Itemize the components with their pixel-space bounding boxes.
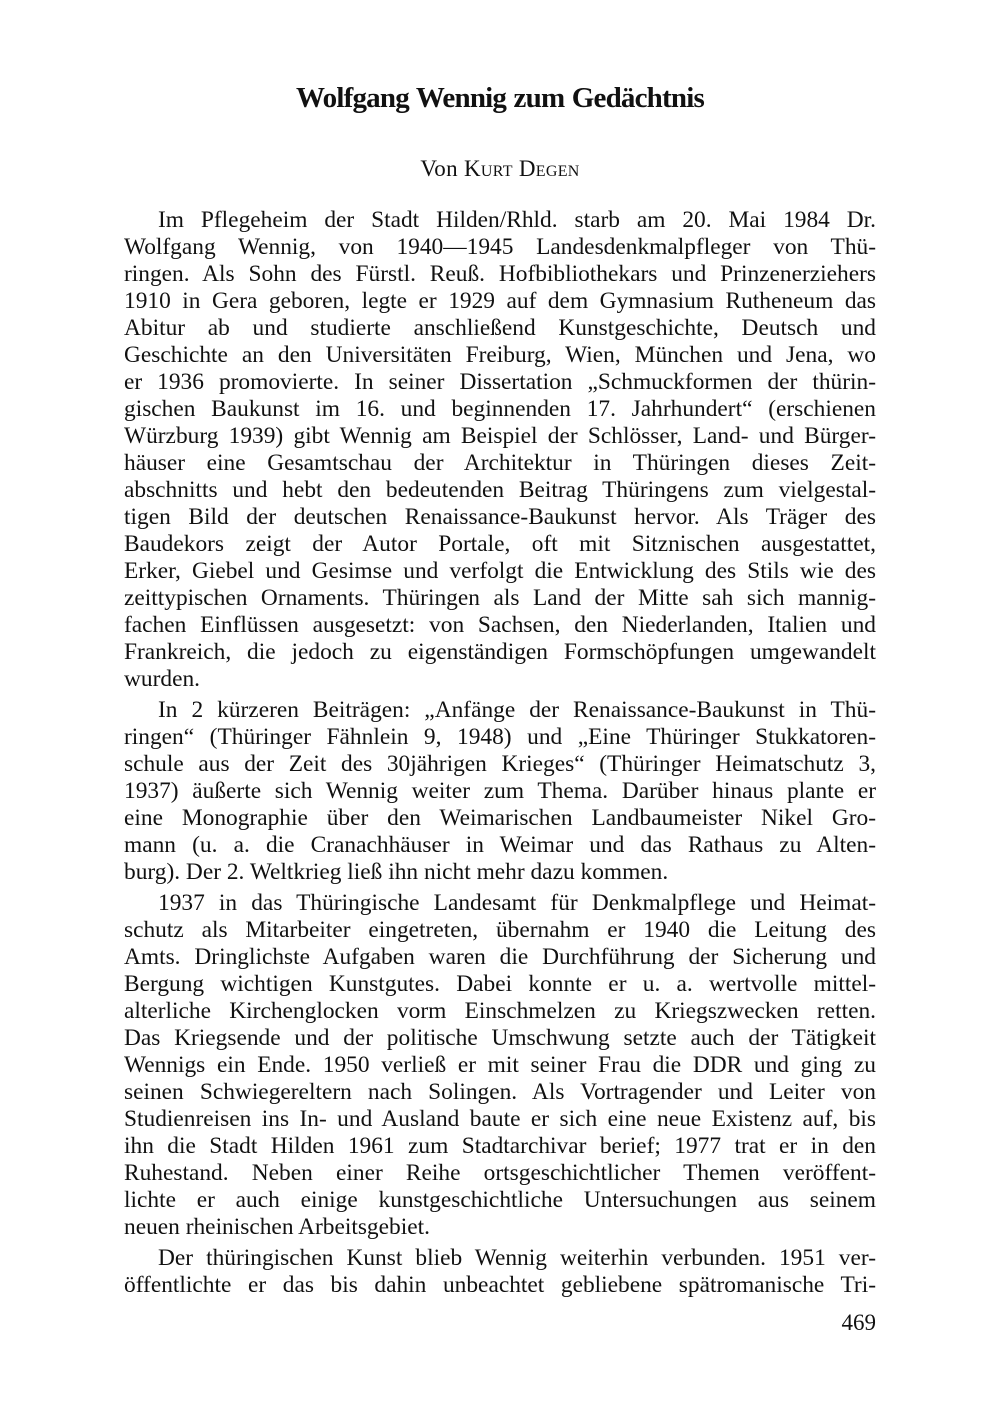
author-name: Kurt Degen — [463, 156, 580, 181]
text-line: er 1936 promovierte. In seiner Dissertation „Schmuckformen der thürin- — [124, 369, 876, 395]
text-line: abschnitts und hebt den bedeutenden Beitrag Thüringens zum vielgestal- — [124, 477, 876, 503]
text-line: 1937) äußerte sich Wennig weiter zum Thema. Darüber hinaus plante er — [124, 778, 876, 804]
text-line: Ruhestand. Neben einer Reihe ortsgeschichtlicher Themen veröffent- — [124, 1160, 876, 1186]
paragraph — [124, 890, 876, 1241]
text-line: zeittypischen Ornaments. Thüringen als Land der Mitte sah sich mannig- — [124, 585, 876, 611]
text-line: Der thüringischen Kunst blieb Wennig weiterhin verbunden. 1951 ver- — [158, 1245, 876, 1271]
article-title: Wolfgang Wennig zum Gedächtnis — [296, 82, 704, 114]
text-line: In 2 kürzeren Beiträgen: „Anfänge der Renaissance-Baukunst in Thü- — [158, 697, 876, 723]
text-line: Erker, Giebel und Gesimse und verfolgt die Entwicklung des Stils wie des — [124, 558, 876, 584]
text-line: gischen Baukunst im 16. und beginnenden 17. Jahrhundert“ (erschienen — [124, 396, 876, 422]
text-line: Wolfgang Wennig, von 1940—1945 Landesdenkmalpfleger von Thü- — [124, 234, 876, 260]
text-line: Im Pflegeheim der Stadt Hilden/Rhld. starb am 20. Mai 1984 Dr. — [158, 207, 876, 233]
text-line: mann (u. a. die Cranachhäuser in Weimar und das Rathaus zu Alten- — [124, 832, 876, 858]
text-line: schule aus der Zeit des 30jährigen Krieges“ (Thüringer Heimatschutz 3, — [124, 751, 876, 777]
text-line: seinen Schwiegereltern nach Solingen. Als Vortragender und Leiter von — [124, 1079, 876, 1105]
text-line: Baudekors zeigt der Autor Portale, oft mit Sitznischen ausgestattet, — [124, 531, 876, 557]
paragraph — [124, 207, 876, 693]
text-line: eine Monographie über den Weimarischen Landbaumeister Nikel Gro- — [124, 805, 876, 831]
paragraph — [124, 697, 876, 886]
text-line: wurden. — [124, 666, 200, 692]
text-line: fachen Einflüssen ausgesetzt: von Sachsen, den Niederlanden, Italien und — [124, 612, 876, 638]
text-line: Geschichte an den Universitäten Freiburg, Wien, München und Jena, wo — [124, 342, 876, 368]
text-line: Frankreich, die jedoch zu eigenständigen Formschöpfungen umgewandelt — [124, 639, 876, 665]
text-line: Würzburg 1939) gibt Wennig am Beispiel der Schlösser, Land- und Bürger- — [124, 423, 876, 449]
author-line — [0, 156, 1000, 182]
text-line: lichte er auch einige kunstgeschichtliche Untersuchungen aus seinem — [124, 1187, 876, 1213]
text-line: Studienreisen ins In- und Ausland baute er sich eine neue Existenz auf, bis — [124, 1106, 876, 1132]
author-prefix: Von — [420, 156, 458, 181]
text-line: ihn die Stadt Hilden 1961 zum Stadtarchivar berief; 1977 trat er in den — [124, 1133, 876, 1159]
text-line: Wennigs ein Ende. 1950 verließ er mit seiner Frau die DDR und ging zu — [124, 1052, 876, 1078]
article-body — [124, 207, 876, 1303]
text-line: 1937 in das Thüringische Landesamt für Denkmalpflege und Heimat- — [158, 890, 876, 916]
text-line: 1910 in Gera geboren, legte er 1929 auf dem Gymnasium Rutheneum das — [124, 288, 876, 314]
page-number: 469 — [841, 1310, 876, 1335]
text-line: neuen rheinischen Arbeitsgebiet. — [124, 1214, 430, 1240]
paragraph — [124, 1245, 876, 1299]
text-line: Amts. Dringlichste Aufgaben waren die Durchführung der Sicherung und — [124, 944, 876, 970]
text-line: ringen“ (Thüringer Fähnlein 9, 1948) und „Eine Thüringer Stukkatoren- — [124, 724, 876, 750]
text-line: alterliche Kirchenglocken vorm Einschmelzen zu Kriegszwecken retten. — [124, 998, 876, 1024]
text-line: Bergung wichtigen Kunstgutes. Dabei konnte er u. a. wertvolle mittel- — [124, 971, 876, 997]
text-line: schutz als Mitarbeiter eingetreten, übernahm er 1940 die Leitung des — [124, 917, 876, 943]
text-line: häuser eine Gesamtschau der Architektur in Thüringen dieses Zeit- — [124, 450, 876, 476]
text-line: öffentlichte er das bis dahin unbeachtet gebliebene spätromanische Tri- — [124, 1272, 876, 1298]
text-line: Abitur ab und studierte anschließend Kunstgeschichte, Deutsch und — [124, 315, 876, 341]
text-line: ringen. Als Sohn des Fürstl. Reuß. Hofbibliothekars und Prinzenerziehers — [124, 261, 876, 287]
text-line: Das Kriegsende und der politische Umschwung setzte auch der Tätigkeit — [124, 1025, 876, 1051]
text-line: burg). Der 2. Weltkrieg ließ ihn nicht mehr dazu kommen. — [124, 859, 669, 885]
text-line: tigen Bild der deutschen Renaissance-Baukunst hervor. Als Träger des — [124, 504, 876, 530]
